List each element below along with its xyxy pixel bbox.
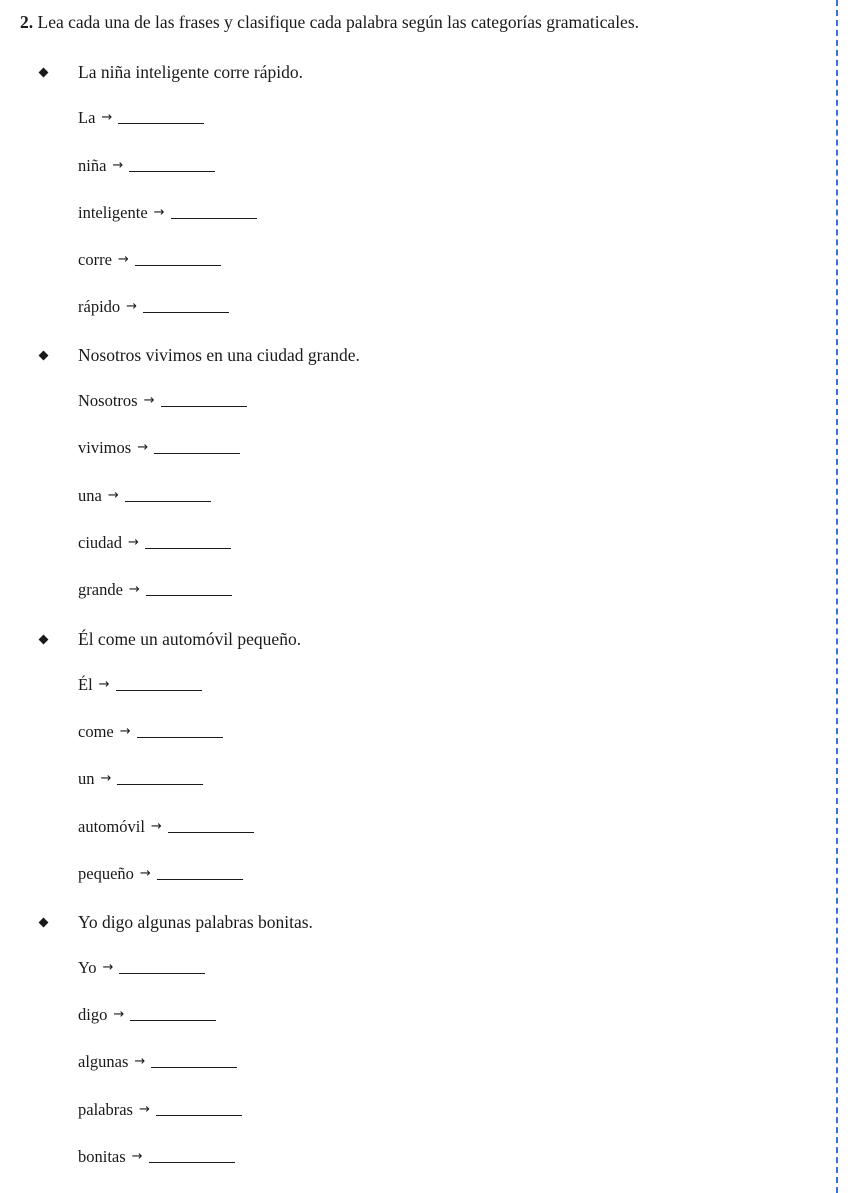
right-arrow-icon: → <box>107 488 119 503</box>
answer-blank[interactable] <box>154 452 240 454</box>
answer-blank[interactable] <box>137 736 223 738</box>
answer-blank[interactable] <box>146 594 232 596</box>
answer-blank[interactable] <box>161 405 247 407</box>
answer-blank[interactable] <box>149 1161 235 1163</box>
word-label: algunas <box>78 1052 129 1071</box>
right-arrow-icon: → <box>102 960 114 975</box>
right-arrow-icon: → <box>150 819 162 834</box>
right-arrow-icon: → <box>128 582 140 597</box>
answer-blank[interactable] <box>156 1114 242 1116</box>
right-arrow-icon: → <box>100 771 112 786</box>
word-line <box>78 769 203 789</box>
right-arrow-icon: → <box>117 252 129 267</box>
word-line <box>78 675 202 695</box>
word-line <box>78 486 211 506</box>
word-label: Nosotros <box>78 391 138 410</box>
diamond-bullet-icon <box>39 635 49 645</box>
sentence-text: La niña inteligente corre rápido. <box>78 62 303 82</box>
word-label: un <box>78 769 95 788</box>
word-line <box>78 533 231 553</box>
word-line <box>78 203 257 223</box>
question-number: 2. <box>20 12 34 32</box>
answer-blank[interactable] <box>118 122 204 124</box>
right-arrow-icon: → <box>98 677 110 692</box>
dashed-edge-line <box>836 0 838 1193</box>
diamond-bullet-icon <box>39 68 49 78</box>
right-arrow-icon: → <box>131 1149 143 1164</box>
word-label: una <box>78 486 102 505</box>
sentence-text: Nosotros vivimos en una ciudad grande. <box>78 345 360 365</box>
word-line <box>78 864 243 884</box>
sentence-text: Él come un automóvil pequeño. <box>78 629 302 649</box>
answer-blank[interactable] <box>135 264 221 266</box>
answer-blank[interactable] <box>125 500 211 502</box>
word-label: vivimos <box>78 438 132 457</box>
word-line <box>78 250 221 270</box>
word-line <box>78 817 254 837</box>
right-arrow-icon: → <box>113 1007 125 1022</box>
right-arrow-icon: → <box>137 440 149 455</box>
answer-blank[interactable] <box>151 1066 237 1068</box>
word-line <box>78 156 215 176</box>
right-arrow-icon: → <box>126 299 138 314</box>
right-arrow-icon: → <box>143 393 155 408</box>
word-line <box>78 108 204 128</box>
right-arrow-icon: → <box>153 205 165 220</box>
word-label: ciudad <box>78 533 122 552</box>
right-arrow-icon: → <box>127 535 139 550</box>
answer-blank[interactable] <box>119 972 205 974</box>
answer-blank[interactable] <box>145 547 231 549</box>
word-line <box>78 580 232 600</box>
question-heading <box>20 11 639 33</box>
word-line <box>78 1005 216 1025</box>
word-line <box>78 297 229 317</box>
answer-blank[interactable] <box>117 783 203 785</box>
diamond-bullet-icon <box>39 351 49 361</box>
word-label: digo <box>78 1005 108 1024</box>
right-arrow-icon: → <box>101 110 113 125</box>
word-label: automóvil <box>78 817 145 836</box>
word-line <box>78 1100 242 1120</box>
answer-blank[interactable] <box>171 217 257 219</box>
word-line <box>78 958 205 978</box>
answer-blank[interactable] <box>129 170 215 172</box>
word-label: corre <box>78 250 112 269</box>
word-line <box>78 391 247 411</box>
right-arrow-icon: → <box>138 1102 150 1117</box>
word-line <box>78 1052 237 1072</box>
word-line <box>78 438 240 458</box>
sentence-text: Yo digo algunas palabras bonitas. <box>78 912 313 932</box>
word-label: bonitas <box>78 1147 126 1166</box>
word-label: pequeño <box>78 864 134 883</box>
question-text: Lea cada una de las frases y clasifique cada palabra según las categorías gramaticales. <box>37 12 640 32</box>
word-label: Él <box>78 675 93 694</box>
word-label: inteligente <box>78 203 148 222</box>
word-line <box>78 722 223 742</box>
right-arrow-icon: → <box>134 1054 146 1069</box>
answer-blank[interactable] <box>168 831 254 833</box>
word-label: come <box>78 722 114 741</box>
right-arrow-icon: → <box>119 724 131 739</box>
word-line <box>78 1147 235 1167</box>
word-label: La <box>78 108 96 127</box>
answer-blank[interactable] <box>130 1019 216 1021</box>
answer-blank[interactable] <box>157 878 243 880</box>
right-arrow-icon: → <box>139 866 151 881</box>
right-arrow-icon: → <box>112 158 124 173</box>
word-label: grande <box>78 580 123 599</box>
word-label: palabras <box>78 1100 133 1119</box>
answer-blank[interactable] <box>116 689 202 691</box>
word-label: Yo <box>78 958 97 977</box>
word-label: rápido <box>78 297 121 316</box>
diamond-bullet-icon <box>39 918 49 928</box>
answer-blank[interactable] <box>143 311 229 313</box>
word-label: niña <box>78 156 107 175</box>
